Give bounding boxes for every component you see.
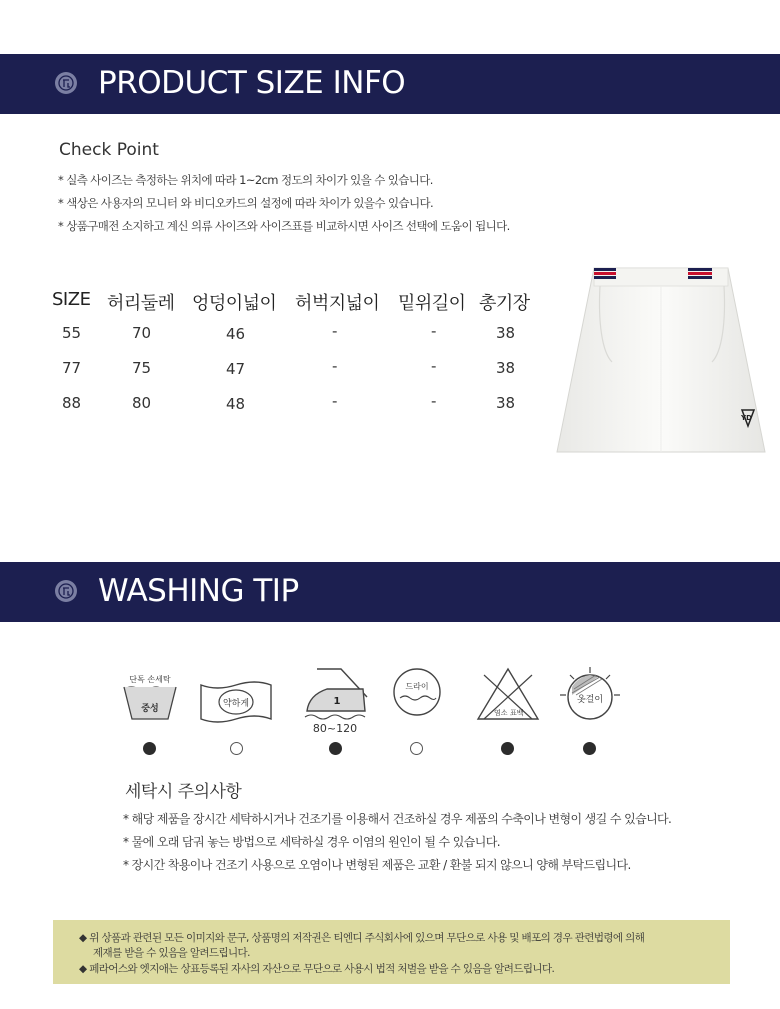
svg-text:옷걸이: 옷걸이 xyxy=(576,695,604,705)
svg-text:1: 1 xyxy=(333,696,341,707)
wash-option-indicator xyxy=(230,742,243,755)
table-cell: 48 xyxy=(226,395,246,413)
product-size-title: PRODUCT SIZE INFO xyxy=(98,65,406,101)
wash-option-indicator xyxy=(583,742,596,755)
iron-icon xyxy=(297,665,373,737)
check-note: * 상품구매전 소지하고 계신 의류 사이즈와 사이즈표를 비교하시면 사이즈 선택에 도움이 됩니다. xyxy=(58,219,510,233)
svg-text:중성: 중성 xyxy=(141,704,159,714)
table-cell: 55 xyxy=(62,324,82,342)
table-cell: - xyxy=(431,357,437,375)
skirt-logo-text: YD xyxy=(741,414,752,422)
gentle-wash-icon xyxy=(197,665,275,723)
brand-logo-icon xyxy=(55,580,77,602)
table-header: SIZE xyxy=(52,289,91,310)
svg-text:약하게: 약하게 xyxy=(222,699,250,709)
care-title: 세탁시 주의사항 xyxy=(125,782,242,802)
table-header: 밑위길이 xyxy=(398,293,466,314)
wash-option-indicator xyxy=(143,742,156,755)
svg-text:드라이: 드라이 xyxy=(405,682,429,691)
check-note: * 실측 사이즈는 측정하는 위치에 따라 1~2cm 정도의 차이가 있을 수 있습니다. xyxy=(58,173,433,187)
notice-line: ◆ 위 상품과 관련된 모든 이미지와 문구, 상품명의 저작권은 티엔디 주식회사에 있으며 무단으로 사용 및 배포의 경우 관련법령에 의해 xyxy=(79,932,645,944)
dry-clean-icon xyxy=(391,665,443,719)
table-cell: 75 xyxy=(132,359,152,377)
brand-logo-icon xyxy=(55,72,77,94)
table-cell: 38 xyxy=(496,324,516,342)
wash-option-indicator xyxy=(410,742,423,755)
table-cell: - xyxy=(332,392,338,410)
washing-tip-title: WASHING TIP xyxy=(98,573,299,609)
svg-text:80~120: 80~120 xyxy=(312,722,358,735)
check-point-title: Check Point xyxy=(59,140,159,160)
svg-text:단독 손세탁: 단독 손세탁 xyxy=(129,675,171,684)
check-note: * 색상은 사용자의 모니터 와 비디오카드의 설정에 따라 차이가 있을수 있습니다. xyxy=(58,196,434,210)
svg-text:염소: 염소 xyxy=(494,709,508,717)
care-note: * 해당 제품을 장시간 세탁하시거나 건조기를 이용해서 건조하실 경우 제품의 수축이나 변형이 생길 수 있습니다. xyxy=(123,812,672,826)
shade-dry-icon xyxy=(558,665,622,723)
table-cell: 47 xyxy=(226,360,246,378)
table-header: 엉덩이넓이 xyxy=(192,293,277,314)
product-size-header xyxy=(0,54,780,114)
table-cell: - xyxy=(332,357,338,375)
svg-text:표백: 표백 xyxy=(510,709,524,717)
wash-option-indicator xyxy=(501,742,514,755)
care-note: * 장시간 착용이나 건조기 사용으로 오염이나 변형된 제품은 교환 / 환불 되지 않으니 양해 부탁드립니다. xyxy=(123,858,631,872)
no-bleach-icon xyxy=(474,665,542,723)
table-cell: 77 xyxy=(62,359,82,377)
table-cell: 88 xyxy=(62,394,82,412)
table-header: 허벅지넓이 xyxy=(295,293,380,314)
table-cell: 38 xyxy=(496,394,516,412)
table-cell: - xyxy=(431,322,437,340)
table-cell: - xyxy=(332,322,338,340)
care-note: * 물에 오래 담궈 놓는 방법으로 세탁하실 경우 이염의 원인이 될 수 있습니다. xyxy=(123,835,500,849)
washing-tip-header xyxy=(0,562,780,622)
notice-line: 제재를 받을 수 있음을 알려드립니다. xyxy=(93,947,250,959)
table-header: 총기장 xyxy=(479,293,530,314)
copyright-notice xyxy=(53,920,730,984)
wash-option-indicator xyxy=(329,742,342,755)
table-cell: - xyxy=(431,392,437,410)
table-cell: 70 xyxy=(132,324,152,342)
hand-wash-icon xyxy=(118,665,182,723)
table-cell: 38 xyxy=(496,359,516,377)
table-cell: 80 xyxy=(132,394,152,412)
product-skirt-image xyxy=(556,262,766,454)
notice-line: ◆ 페라어스와 엣지애는 상표등록된 자사의 자산으로 무단으로 사용시 법적 처벌을 받을 수 있음을 알려드립니다. xyxy=(79,963,555,975)
table-header: 허리둘레 xyxy=(107,293,175,314)
table-cell: 46 xyxy=(226,325,246,343)
